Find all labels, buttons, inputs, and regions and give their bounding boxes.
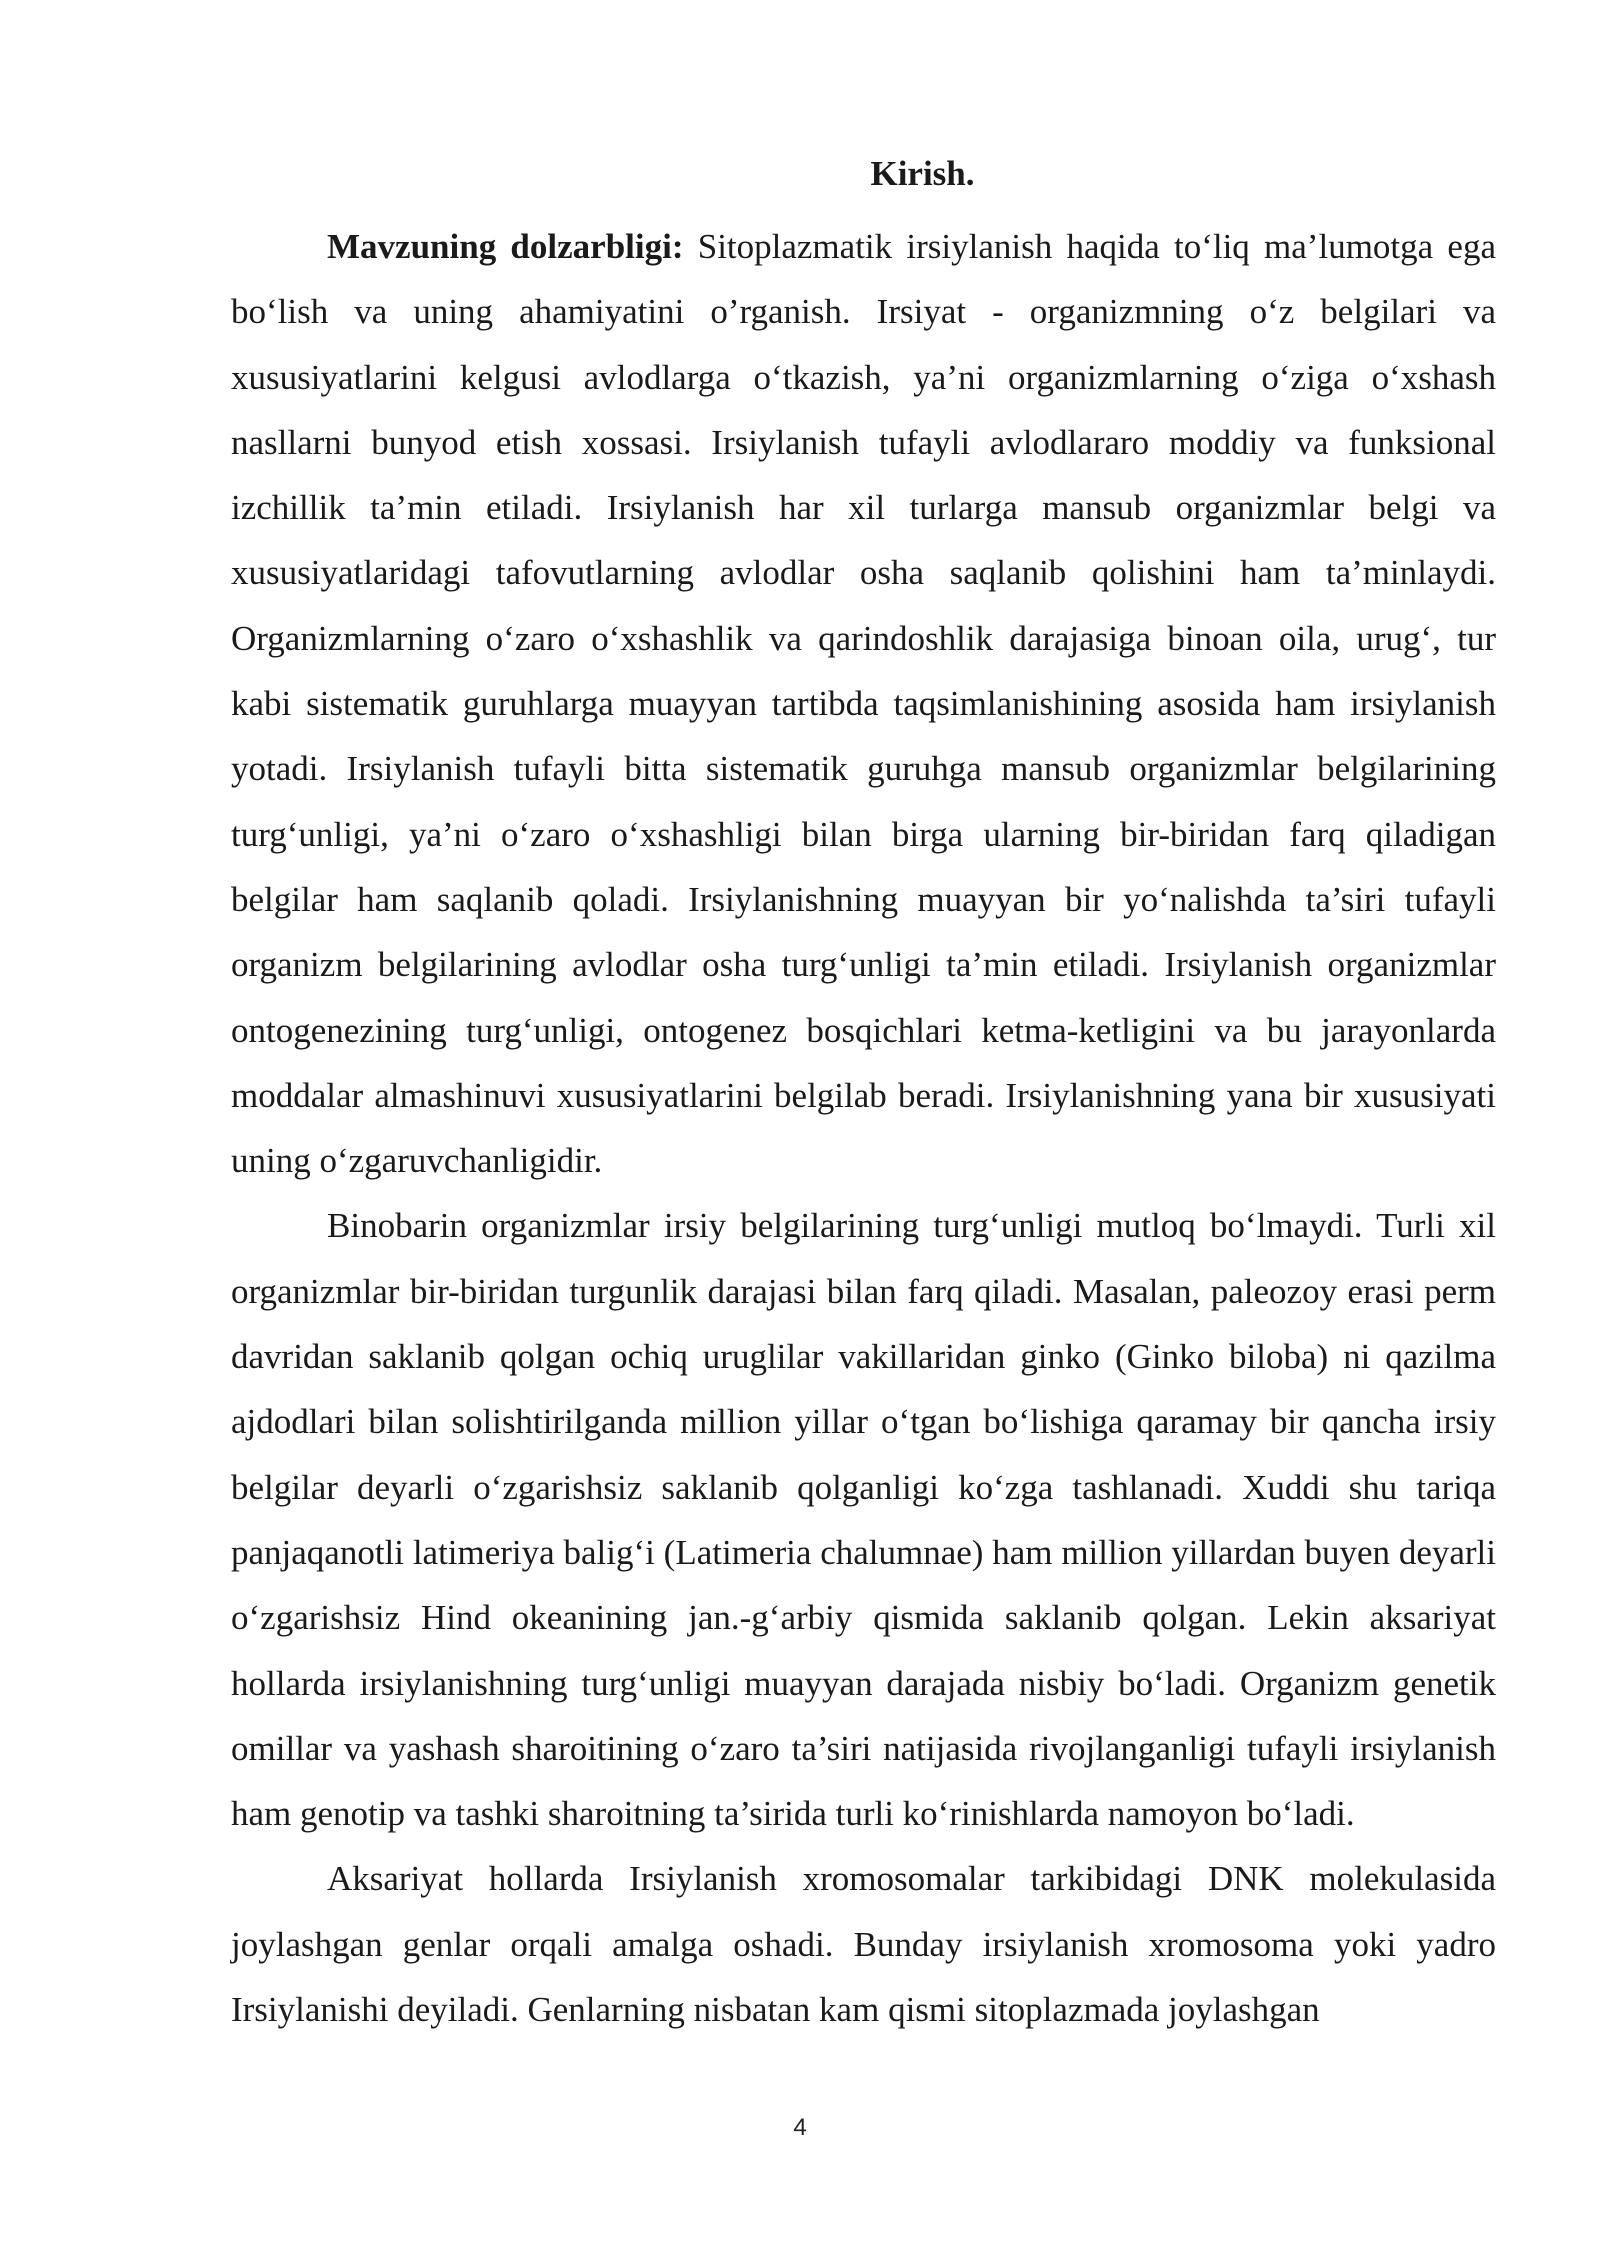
section-title: Kirish.: [870, 154, 975, 193]
paragraph-text: Sitoplazmatik irsiylanish haqida to‘liq ma’lumotga ega bo‘lish va uning ahamiyatini o’rganish. Irsiyat - organizmning o‘z belgilari va xususiyatlarini kelgusi avlodlarga o‘tkazish, ya’ni organizmlarning o‘ziga o‘xshash nasllarni bunyod etish xossasi. Irsiylanish tufayli avlodlararo moddiy va funksional izchillik ta’min etiladi. Irsiylanish har xil turlarga mansub organizmlar belgi va xususiyatlaridagi tafovutlarning avlodlar osha saqlanib qolishini ham ta’minlaydi. Organizmlarning o‘zaro o‘xshashlik va qarindoshlik darajasiga binoan oila, urug‘, tur kabi sistematik guruhlarga muayyan tartibda taqsimlanishining asosida ham irsiylanish yotadi. Irsiylanish tufayli bitta sistematik guruhga mansub organizmlar belgilarining turg‘unligi, ya’ni o‘zaro o‘xshashligi bilan birga ularning bir-biridan farq qiladigan belgilar ham saqlanib qoladi. Irsiylanishning muayyan bir yo‘nalishda ta’siri tufayli organizm belgilarining avlodlar osha turg‘unligi ta’min etiladi. Irsiylanish organizmlar ontogenezining turg‘unligi, ontogenez bosqichlari ketma-ketligini va bu jarayonlarda moddalar almashinuvi xususiyatlarini belgilab beradi. Irsiylanishning yana bir xususiyati uning o‘zgaruvchanligidir.: [231, 227, 1496, 1181]
paragraph-text: Aksariyat hollarda Irsiylanish xromosomalar tarkibidagi DNK molekulasida joylashgan genlar orqali amalga oshadi. Bunday irsiylanish xromosoma yoki yadro Irsiylanishi deyiladi. Genlarning nisbatan kam qismi sitoplazmada joylashgan: [231, 1859, 1496, 2030]
paragraph-lead: Mavzuning dolzarbligi:: [327, 227, 684, 266]
paragraph-stability: [231, 1193, 1496, 1846]
paragraph-relevance: [231, 214, 1496, 1193]
document-page: [231, 150, 1496, 2042]
paragraph-chromosomal: [231, 1846, 1496, 2042]
paragraph-text: Binobarin organizmlar irsiy belgilarining turg‘unligi mutloq bo‘lmaydi. Turli xil organizmlar bir-biridan turgunlik darajasi bilan farq qiladi. Masalan, paleozoy erasi perm davridan saklanib qolgan ochiq uruglilar vakillaridan ginko (Ginko biloba) ni qazilma ajdodlari bilan solishtirilganda million yillar o‘tgan bo‘lishiga qaramay bir qancha irsiy belgilar deyarli o‘zgarishsiz saklanib qolganligi ko‘zga tashlanadi. Xuddi shu tariqa panjaqanotli latimeriya balig‘i (Latimeria chalumnae) ham million yillardan buyen deyarli o‘zgarishsiz Hind okeanining jan.-g‘arbiy qismida saklanib qolgan. Lekin aksariyat hollarda irsiylanishning turg‘unligi muayyan darajada nisbiy bo‘ladi. Organizm genetik omillar va yashash sharoitining o‘zaro ta’siri natijasida rivojlanganligi tufayli irsiylanish ham genotip va tashki sharoitning ta’sirida turli ko‘rinishlarda namoyon bo‘ladi.: [231, 1206, 1496, 1834]
page-number: 4: [793, 2114, 807, 2141]
